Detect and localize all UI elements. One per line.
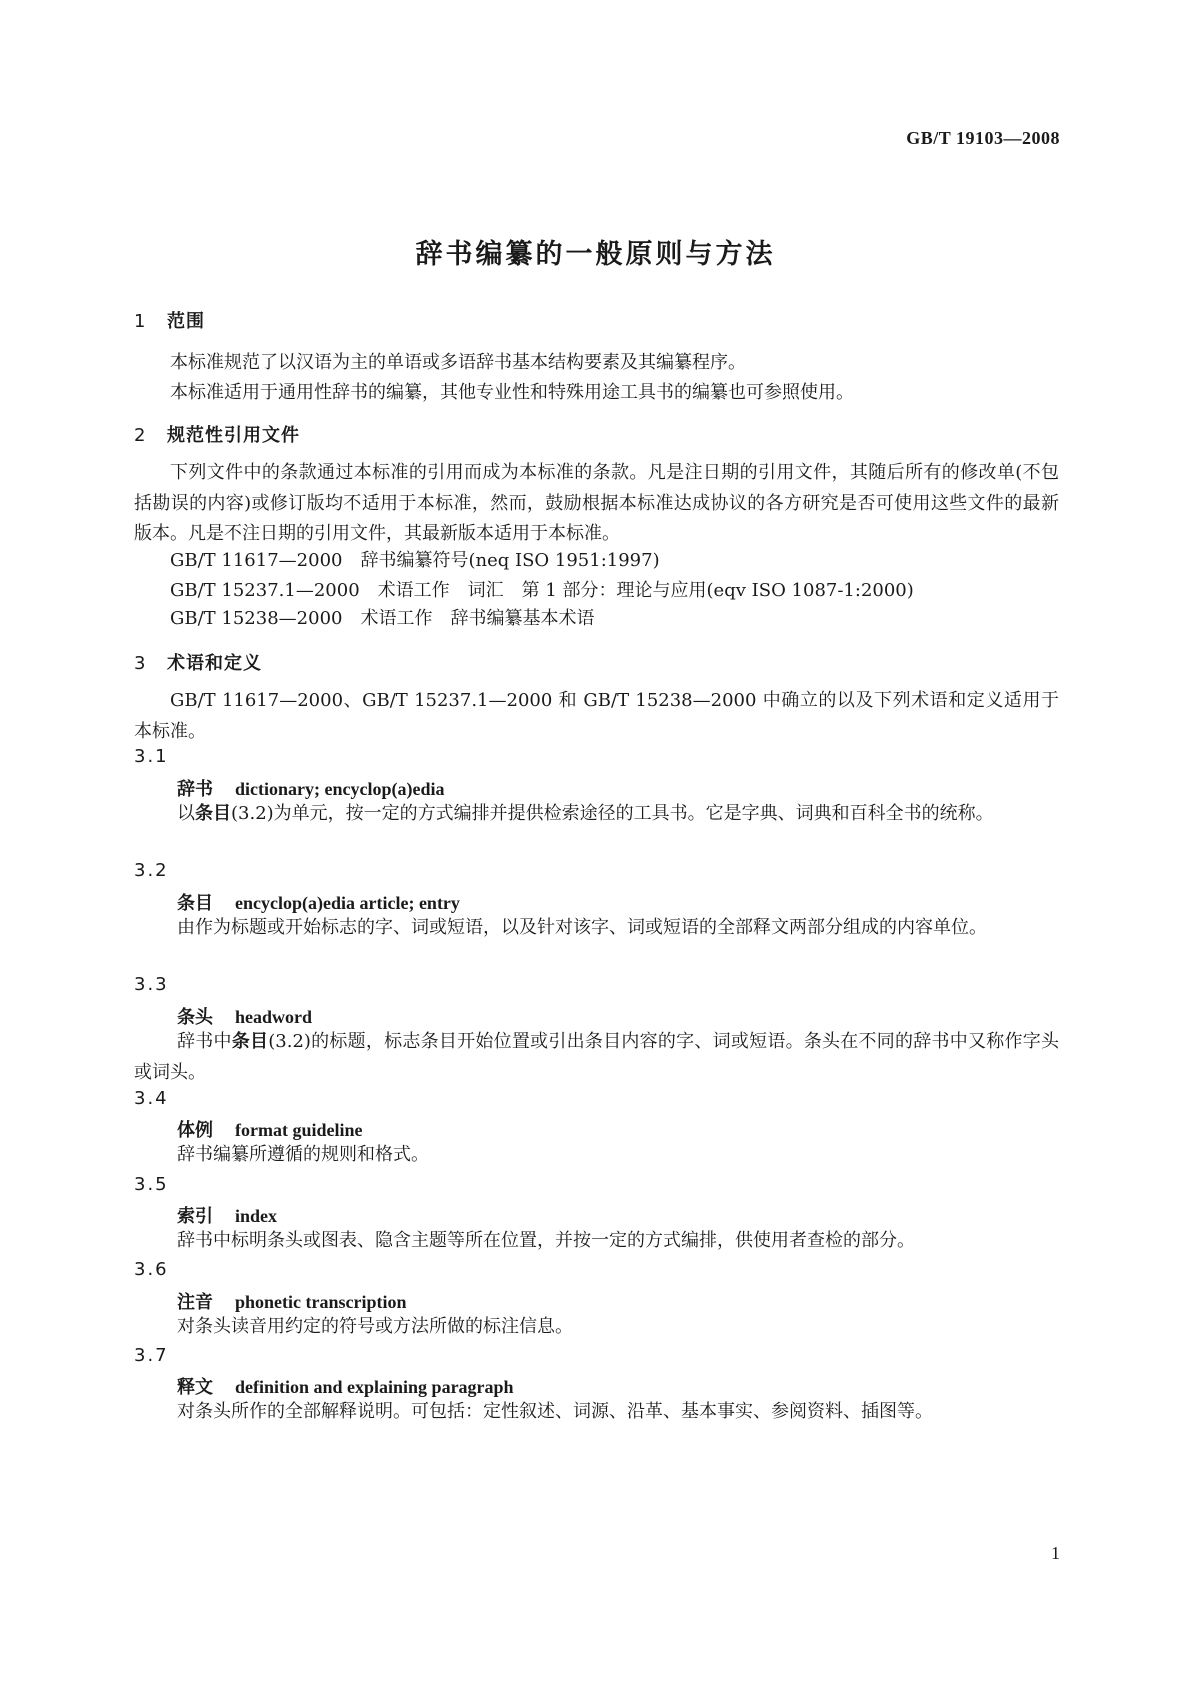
clause-number: 3.3 [134,974,169,995]
term-chinese: 条头 [177,1007,213,1028]
page-title: 辞书编纂的一般原则与方法 [415,239,776,270]
reference-item: GB/T 11617—2000 辞书编纂符号(neq ISO 1951:1997) [170,550,660,571]
paragraph: 本标准规范了以汉语为主的单语或多语辞书基本结构要素及其编纂程序。 [170,352,746,373]
term-definition: 由作为标题或开始标志的字、词或短语，以及针对该字、词或短语的全部释文两部分组成的内容单位。 [177,917,987,938]
clause-number: 3.4 [134,1088,169,1109]
section-number: 3 [134,653,147,674]
clause-number: 3.2 [134,860,169,881]
term-entry [177,889,460,915]
paragraph: 下列文件中的条款通过本标准的引用而成为本标准的条款。凡是注日期的引用文件，其随后所有的修改单(不包括勘误的内容)或修订版均不适用于本标准，然而，鼓励根据本标准达成协议的各方研究是否可使用这些文件的最新版本。凡是不注日期的引用文件，其最新版本适用于本标准。 [134,462,1059,544]
page-number: 1 [1051,1543,1060,1563]
term-definition: 对条头读音用约定的符号或方法所做的标注信息。 [177,1316,573,1337]
term-english: format guideline [235,1120,363,1140]
term-chinese: 体例 [177,1120,213,1141]
term-english: encyclop(a)edia article; entry [235,893,460,913]
paragraph: 本标准适用于通用性辞书的编纂，其他专业性和特殊用途工具书的编纂也可参照使用。 [170,382,854,403]
term-entry [177,1373,514,1399]
term-chinese: 注音 [177,1292,213,1313]
term-entry [177,1288,407,1314]
section-heading-terms-definitions [134,649,262,675]
standard-number: GB/T 19103—2008 [906,128,1060,148]
section-title: 范围 [167,311,205,332]
clause-number: 3.1 [134,746,169,767]
term-english: definition and explaining paragraph [235,1377,514,1397]
paragraph: GB/T 11617—2000、GB/T 15237.1—2000 和 GB/T 15238—2000 中确立的以及下列术语和定义适用于本标准。 [134,690,1059,742]
section-title: 规范性引用文件 [167,425,300,446]
term-english: phonetic transcription [235,1292,407,1312]
term-definition: 以条目(3.2)为单元，按一定的方式编排并提供检索途径的工具书。它是字典、词典和百科全书的统称。 [177,803,994,824]
term-english: index [235,1206,278,1226]
section-heading-scope [134,307,205,333]
clause-number: 3.6 [134,1259,169,1280]
section-number: 2 [134,425,147,446]
term-chinese: 条目 [177,893,213,914]
term-definition: 辞书中标明条头或图表、隐含主题等所在位置，并按一定的方式编排，供使用者查检的部分。 [177,1230,915,1251]
term-entry [177,1116,363,1142]
reference-item: GB/T 15237.1—2000 术语工作 词汇 第 1 部分：理论与应用(eqv ISO 1087-1:2000) [170,580,914,601]
term-chinese: 释文 [177,1377,213,1398]
term-definition: 辞书中条目(3.2)的标题，标志条目开始位置或引出条目内容的字、词或短语。条头在不同的辞书中又称作字头或词头。 [134,1031,1060,1083]
section-number: 1 [134,311,147,332]
cross-reference: 条目 [231,1031,269,1052]
section-title: 术语和定义 [167,653,262,674]
clause-number: 3.7 [134,1345,169,1366]
term-english: dictionary; encyclop(a)edia [235,779,445,799]
term-chinese: 索引 [177,1206,213,1227]
term-english: headword [235,1007,313,1027]
term-definition: 辞书编纂所遵循的规则和格式。 [177,1144,429,1165]
clause-number: 3.5 [134,1174,169,1195]
section-heading-normative-references [134,421,300,447]
term-entry [177,1202,277,1228]
reference-item: GB/T 15238—2000 术语工作 辞书编纂基本术语 [170,608,595,629]
term-entry [177,1003,312,1029]
term-definition: 对条头所作的全部解释说明。可包括：定性叙述、词源、沿革、基本事实、参阅资料、插图等。 [177,1401,933,1422]
term-entry [177,775,444,801]
cross-reference: 条目 [195,803,231,824]
term-chinese: 辞书 [177,779,213,800]
